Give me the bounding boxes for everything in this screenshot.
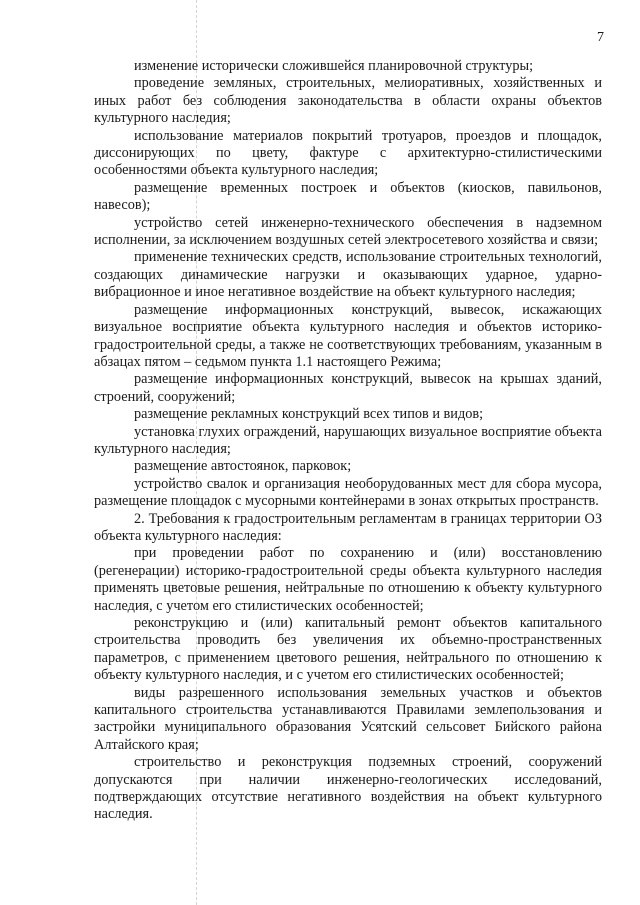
paragraph: реконструкцию и (или) капитальный ремонт объектов капитального строительства проводить без увеличения их объемно-пространственных параметров, с применением цветового решения, нейтрального по отношению к объекту культурного наследия, и с учетом его стилистических особенностей; bbox=[94, 615, 602, 684]
paragraph: размещение временных построек и объектов (киосков, павильонов, навесов); bbox=[94, 179, 602, 214]
paragraph: применение технических средств, использование строительных технологий, создающих динамические нагрузки и оказывающих ударное, ударно-вибрационное и иное негативное воздействие на объект культурного наследия; bbox=[94, 249, 602, 301]
paragraph: размещение рекламных конструкций всех типов и видов; bbox=[134, 406, 484, 423]
paragraph: установка глухих ограждений, нарушающих визуальное восприятие объекта культурного наследия; bbox=[94, 423, 602, 457]
paragraph: использование материалов покрытий тротуаров, проездов и площадок, диссонирующих по цвету, фактуре с архитектурно-стилистическими особенностями объекта культурного наследия; bbox=[94, 127, 602, 179]
paragraph: устройство свалок и организация необорудованных мест для сбора мусора, размещение площадок с мусорными контейнерами в зонах открытых пространств. bbox=[94, 475, 602, 510]
paragraph: размещение информационных конструкций, вывесок, искажающих визуальное восприятие объекта культурного наследия и объектов историко-градостроительной среды, а также не соответствующих требованиям, указанным в абзацах пятом – седьмом пункта 1.1 настоящего Режима; bbox=[94, 301, 602, 370]
document-body bbox=[94, 58, 602, 824]
paragraph: размещение информационных конструкций, вывесок на крышах зданий, строений, сооружений; bbox=[94, 371, 602, 405]
paragraph: строительство и реконструкция подземных строений, сооружений допускаются при наличии инженерно-геологических исследований, подтверждающих отсутствие негативного воздействия на объект культурного наследия. bbox=[94, 754, 602, 823]
paragraph: размещение автостоянок, парковок; bbox=[134, 458, 352, 475]
paragraph: устройство сетей инженерно-технического обеспечения в надземном исполнении, за исключением воздушных сетей электросетевого хозяйства и связи; bbox=[94, 214, 602, 249]
paragraph: изменение исторически сложившейся планировочной структуры; bbox=[134, 58, 534, 74]
paragraph: виды разрешенного использования земельных участков и объектов капитального строительства устанавливаются Правилами землепользования и застройки муниципального образования Усятский сельсовет Бийского района Алтайского края; bbox=[94, 684, 602, 753]
page-number: 7 bbox=[597, 30, 604, 45]
paragraph: проведение земляных, строительных, мелиоративных, хозяйственных и иных работ без соблюдения законодательства в области охраны объектов культурного наследия; bbox=[94, 75, 602, 127]
section-heading: 2. Требования к градостроительным регламентам в границах территории ОЗ объекта культурного наследия: bbox=[94, 510, 602, 544]
paragraph: при проведении работ по сохранению и (или) восстановлению (регенерации) историко-градостроительной среды объекта культурного наследия применять цветовые решения, нейтральные по отношению к объекту культурного наследия, с учетом его стилистических особенностей; bbox=[94, 545, 602, 614]
